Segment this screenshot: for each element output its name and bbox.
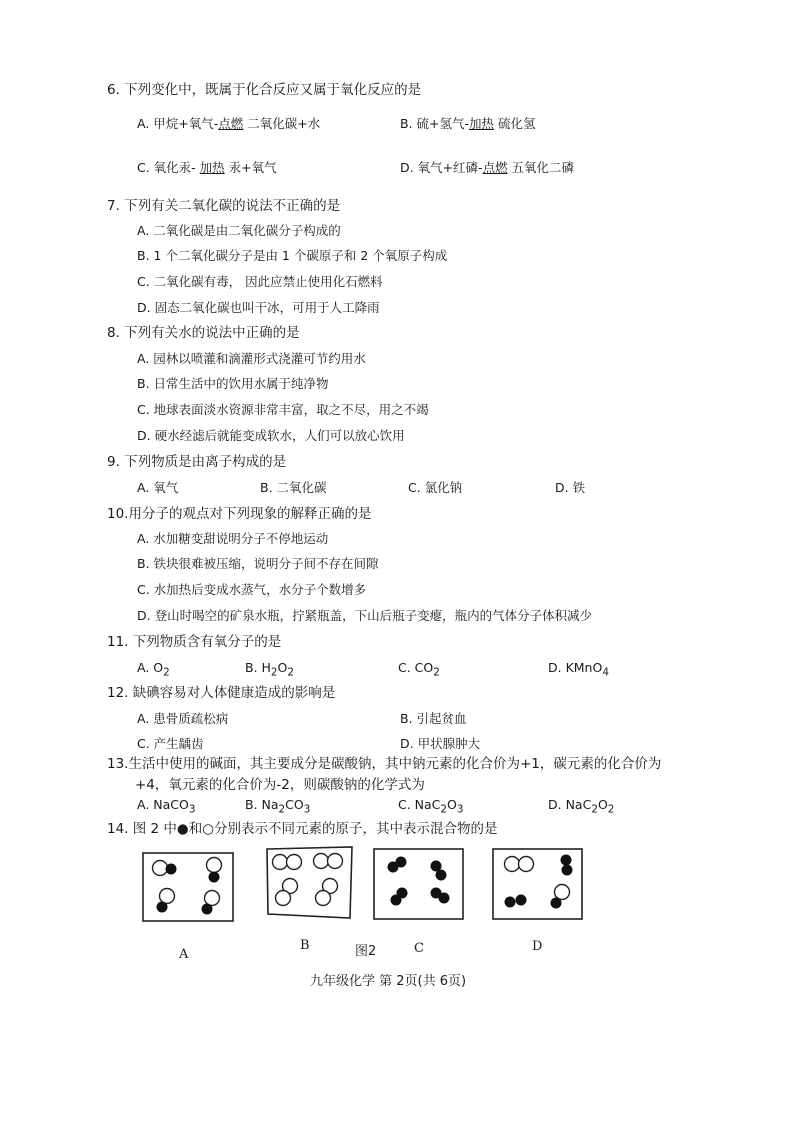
q13-stem-line1: 13.生活中使用的碱面，其主要成分是碳酸钠，其中钠元素的化合价为+1，碳元素的化合价为: [107, 756, 662, 772]
figure-c-molecule-4: [431, 888, 450, 904]
q12-option-d: D. 甲状腺肿大: [400, 736, 481, 751]
page-footer: 九年级化学 第 2页(共 6页): [310, 974, 467, 989]
figure-b-molecule-2: [314, 854, 343, 869]
figure-c-molecule-3: [391, 888, 408, 906]
figure-c-molecule-2: [431, 861, 447, 881]
figure-label-a: A: [179, 947, 189, 962]
figure-label-c: C: [414, 941, 424, 956]
figure-b-diagram: [265, 846, 354, 920]
figure-c-diagram: [373, 848, 464, 920]
q6-b-condition: 加热: [469, 116, 495, 131]
figure-label-b: B: [300, 938, 310, 953]
q6-option-c: [137, 162, 277, 175]
q6-option-a: [137, 118, 320, 131]
q10-option-c: C. 水加热后变成水蒸气，水分子个数增多: [137, 582, 367, 597]
q6-b-text2: 硫化氢: [494, 116, 536, 131]
q8-option-c: C. 地球表面淡水资源非常丰富，取之不尽，用之不竭: [137, 402, 429, 417]
q7-stem: 7. 下列有关二氧化碳的说法不正确的是: [107, 198, 341, 214]
q13-b-text2: CO: [285, 797, 304, 812]
q13-stem-line2: +4，氧元素的化合价为-2，则碳酸钠的化学式为: [135, 777, 425, 793]
figure-c-molecule-1: [388, 857, 407, 873]
figure-d-molecule-1: [505, 857, 534, 872]
q7-option-a: A. 二氧化碳是由二氧化碳分子构成的: [137, 223, 341, 238]
q11-a-sub: 2: [163, 666, 170, 679]
q11-a-text: A. O: [137, 660, 164, 675]
q10-stem: 10.用分子的观点对下列现象的解释正确的是: [107, 506, 372, 522]
q9-stem: 9. 下列物质是由离子构成的是: [107, 454, 287, 470]
figure-caption: 图2: [355, 944, 377, 959]
figure-a-molecule-4: [202, 891, 220, 915]
q13-b-sub2: 3: [303, 803, 311, 816]
q11-c-text: C. CO: [398, 660, 434, 675]
q13-d-text2: O: [597, 797, 608, 812]
q13-a-sub: 3: [188, 803, 196, 816]
q14-stem: 14. 图 2 中●和○分别表示不同元素的原子，其中表示混合物的是: [107, 821, 498, 837]
q10-option-d: D. 登山时喝空的矿泉水瓶，拧紧瓶盖，下山后瓶子变瘪，瓶内的气体分子体积减少: [137, 608, 593, 623]
q11-option-d: [548, 662, 609, 678]
q12-stem: 12. 缺碘容易对人体健康造成的影响是: [107, 685, 336, 701]
q8-option-d: D. 硬水经滤后就能变成软水，人们可以放心饮用: [137, 428, 405, 443]
q13-option-a: [137, 799, 195, 815]
q9-option-b: B. 二氧化碳: [260, 480, 327, 495]
q12-option-a: A. 患骨质疏松病: [137, 711, 229, 726]
q13-c-text1: C. NaC: [398, 797, 441, 812]
q11-d-sub: 4: [602, 666, 609, 679]
q13-option-d: [548, 799, 614, 815]
q13-c-text2: O: [447, 797, 457, 812]
q12-option-c: C. 产生龋齿: [137, 736, 204, 751]
q13-b-sub1: 2: [278, 803, 286, 816]
q11-stem: 11. 下列物质含有氧分子的是: [107, 634, 282, 650]
q9-option-d: D. 铁: [555, 480, 586, 495]
q8-stem: 8. 下列有关水的说法中正确的是: [107, 325, 300, 341]
q11-option-a: [137, 662, 170, 678]
q6-option-d: [400, 162, 574, 175]
figure-label-d: D: [532, 939, 543, 954]
q13-a-text: A. NaCO: [137, 797, 189, 812]
figure-b-molecule-1: [273, 855, 302, 870]
q12-option-b: B. 引起贫血: [400, 711, 467, 726]
q6-a-text2: 二氧化碳+水: [243, 116, 321, 131]
q11-option-c: [398, 662, 440, 678]
figure-d-molecule-2: [561, 855, 573, 876]
q13-b-text1: B. Na: [245, 797, 279, 812]
q11-b-sub1: 2: [270, 666, 278, 679]
q10-option-b: B. 铁块很难被压缩，说明分子间不存在间隙: [137, 556, 379, 571]
q6-d-text2: 五氧化二磷: [507, 160, 575, 175]
q7-option-d: D. 固态二氧化碳也叫干冰，可用于人工降雨: [137, 300, 380, 315]
figure-a-molecule-3: [157, 889, 175, 913]
q8-option-a: A. 园林以喷灌和滴灌形式浇灌可节约用水: [137, 351, 366, 366]
q6-option-b: [400, 118, 536, 131]
q11-d-text: D. KMnO: [548, 660, 603, 675]
q8-option-b: B. 日常生活中的饮用水属于纯净物: [137, 376, 329, 391]
q13-c-sub2: 3: [456, 803, 464, 816]
figure-d-molecule-4: [551, 885, 570, 909]
q13-c-sub1: 2: [440, 803, 448, 816]
q9-option-a: A. 氧气: [137, 480, 179, 495]
q11-b-text1: B. H: [245, 660, 271, 675]
q13-option-b: [245, 799, 310, 815]
q6-d-text1: D. 氧气+红磷-: [400, 160, 483, 175]
q13-d-sub1: 2: [591, 803, 598, 816]
q11-b-text2: O: [277, 660, 288, 675]
figure-a-molecule-1: [153, 861, 177, 876]
q6-b-text1: B. 硫+氢气-: [400, 116, 470, 131]
figure-d-diagram: [492, 848, 584, 920]
q6-c-text2: 汞+氧气: [224, 160, 277, 175]
q11-option-b: [245, 662, 294, 678]
figure-b-molecule-4: [316, 879, 338, 906]
q6-stem: 6. 下列变化中，既属于化合反应又属于氧化反应的是: [107, 82, 422, 98]
q6-a-text1: A. 甲烷+氧气-: [137, 116, 219, 131]
q13-d-text1: D. NaC: [548, 797, 592, 812]
q7-option-b: B. 1 个二氧化碳分子是由 1 个碳原子和 2 个氧原子构成: [137, 248, 448, 263]
figure-d-molecule-3: [505, 895, 527, 908]
q7-option-c: C. 二氧化碳有毒， 因此应禁止使用化石燃料: [137, 274, 383, 289]
q11-b-sub2: 2: [287, 666, 295, 679]
figure-c-box: [374, 849, 463, 919]
q10-option-a: A. 水加糖变甜说明分子不停地运动: [137, 531, 329, 546]
q6-c-text1: C. 氧化汞-: [137, 160, 200, 175]
q13-option-c: [398, 799, 464, 815]
q11-c-sub: 2: [433, 666, 440, 679]
figure-b-molecule-3: [276, 879, 298, 906]
q9-option-c: C. 氯化钠: [408, 480, 463, 495]
figure-a-diagram: [142, 852, 234, 922]
figure-a-molecule-2: [207, 858, 222, 883]
q6-d-condition: 点燃: [482, 160, 508, 175]
q6-c-condition: 加热: [199, 160, 225, 175]
q13-d-sub2: 2: [607, 803, 615, 816]
q6-a-condition: 点燃: [218, 116, 244, 131]
